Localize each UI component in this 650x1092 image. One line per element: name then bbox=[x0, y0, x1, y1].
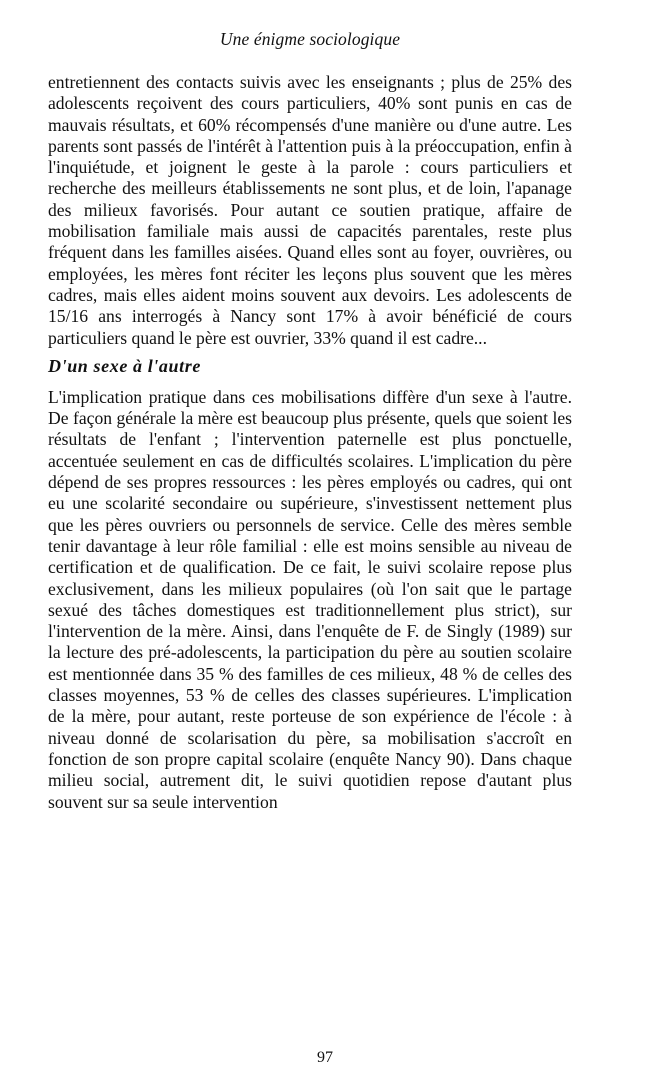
running-header: Une énigme sociologique bbox=[219, 29, 401, 49]
section-heading: D'un sexe à l'autre bbox=[48, 355, 201, 376]
page-number: 97 bbox=[317, 1049, 333, 1066]
body-paragraph-2: L'implication pratique dans ces mobilisations diffère d'un sexe à l'autre. De façon générale la mère est beaucoup plus présente, quels que soient les résultats de l'enfant ; l'intervention paternelle est plus ponctuelle, accentuée seulement en cas de difficultés scolaires. L'implication du père dépend de ses propres ressources : les pères employés ou cadres, qui ont eu une scolarité secondaire ou supérieure, s'investissent nettement plus que les pères ouvriers ou personnels de service. Celle des mères semble tenir davantage à leur rôle familial : elle est moins sensible au niveau de certification et de qualification. De ce fait, le suivi scolaire repose plus exclusivement, dans les milieux populaires (où l'on sait que le partage sexué des tâches domestiques est traditionnellement plus strict), sur l'intervention de la mère. Ainsi, dans l'enquête de F. de Singly (1989) sur la lecture des pré-adolescents, la participation du père au soutien scolaire est mentionnée dans 35 % des familles de ces milieux, 48 % de celles des classes moyennes, 53 % de celles des classes supérieures. L'implication de la mère, pour autant, reste porteuse de son expérience de l'école : à niveau donné de scolarisation du père, sa mobilisation s'accroît en fonction de son propre capital scolaire (enquête Nancy 90). Dans chaque milieu social, autrement dit, le suivi quotidien repose d'autant plus souvent sur sa seule intervention bbox=[48, 386, 572, 812]
body-paragraph-1: entretiennent des contacts suivis avec les enseignants ; plus de 25% des adolescents reçoivent des cours particuliers, 40% sont punis en cas de mauvais résultats, et 60% récompensés d'une manière ou d'une autre. Les parents sont passés de l'intérêt à l'attention puis à la préoccupation, enfin à l'inquiétude, et joignent le geste à la parole : cours particuliers et recherche des meilleurs établissements ne sont plus, et de loin, l'apanage des milieux favorisés. Pour autant ce soutien pratique, affaire de mobilisation familiale mais aussi de capacités parentales, reste plus fréquent dans les familles aisées. Quand elles sont au foyer, ouvrières, ou employées, les mères font réciter les leçons plus souvent que les mères cadres, mais elles aident moins souvent aux devoirs. Les adolescents de 15/16 ans interrogés à Nancy sont 17% à avoir bénéficié de cours particuliers quand le père est ouvrier, 33% quand il est cadre... bbox=[48, 72, 572, 348]
book-page bbox=[48, 28, 572, 813]
